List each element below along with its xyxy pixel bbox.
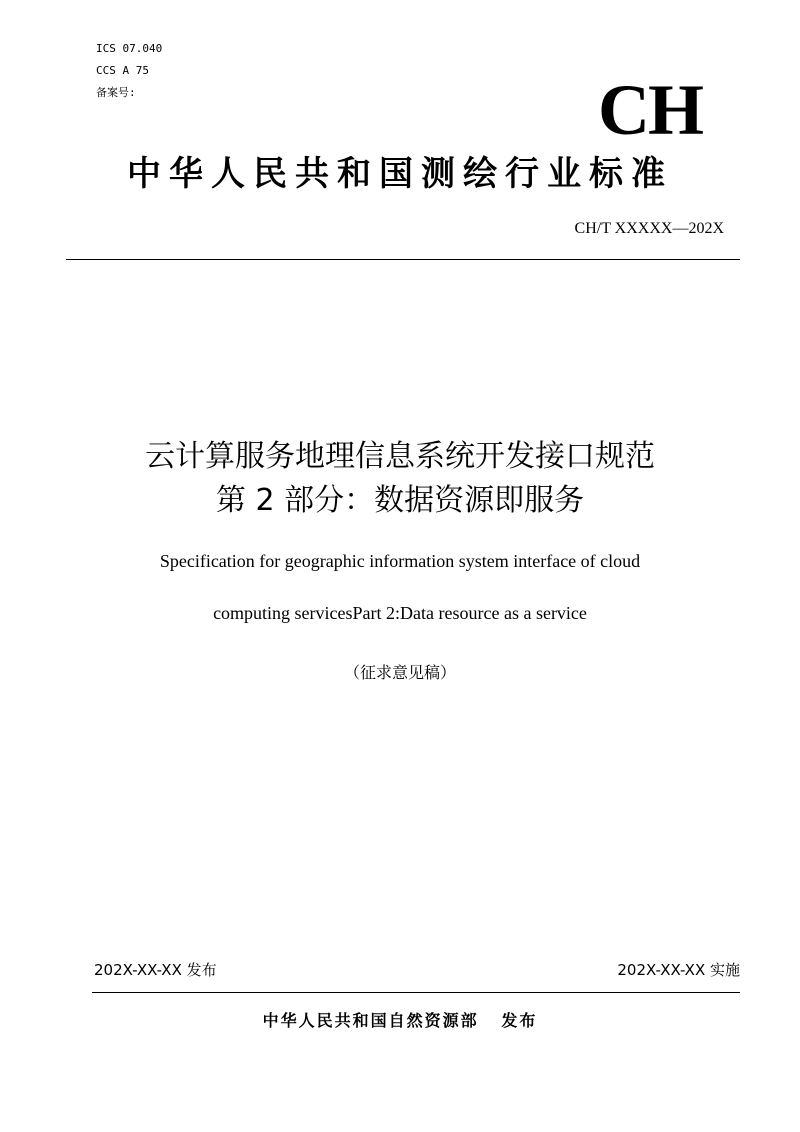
- ccs-code: CCS A 75: [96, 64, 149, 77]
- standard-title: 中华人民共和国测绘行业标准: [127, 154, 673, 194]
- standard-code: CH/T XXXXX—202X: [574, 220, 724, 237]
- issuing-authority: 中华人民共和国自然资源部 发布: [262, 1011, 538, 1030]
- english-title-line2: computing servicesPart 2:Data resource as a service: [213, 603, 587, 623]
- draft-note: （征求意见稿）: [343, 663, 456, 682]
- ch-logo: CH: [598, 70, 702, 150]
- top-divider: [66, 259, 740, 260]
- document-title-line2: 第 2 部分：数据资源即服务: [215, 483, 585, 518]
- implementation-date: 202X-XX-XX 实施: [617, 961, 740, 979]
- document-title-line1: 云计算服务地理信息系统开发接口规范: [145, 439, 655, 474]
- bottom-divider: [92, 992, 740, 993]
- filing-number: 备案号:: [96, 86, 136, 99]
- english-title-line1: Specification for geographic information system interface of cloud: [159, 551, 641, 571]
- issue-date: 202X-XX-XX 发布: [94, 961, 217, 979]
- ics-code: ICS 07.040: [96, 42, 163, 55]
